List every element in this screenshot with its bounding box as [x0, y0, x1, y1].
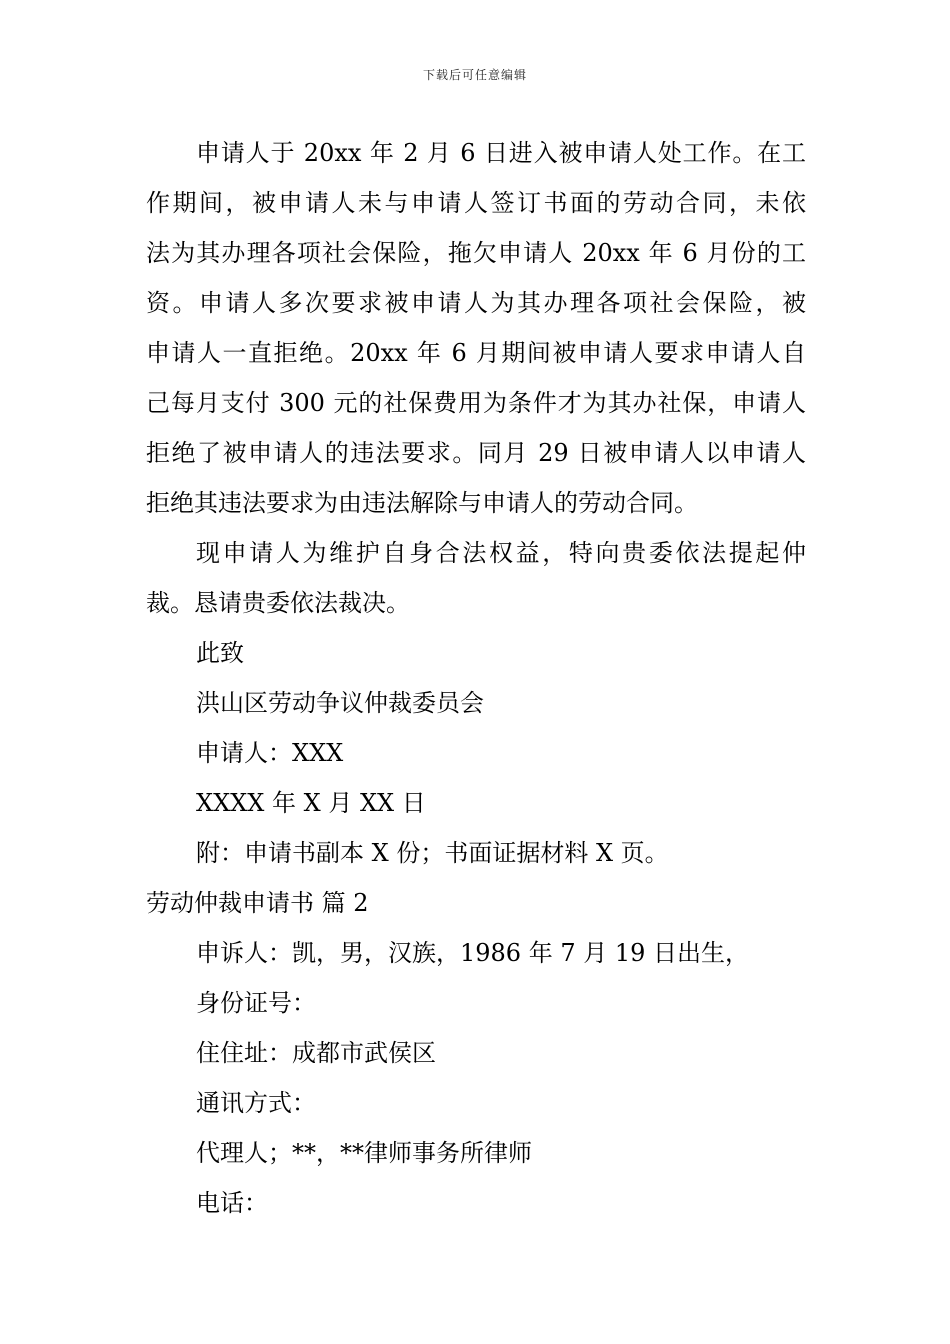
info-line: 住住址：成都市武侯区 [196, 1039, 436, 1067]
paragraph-line: 资。申请人多次要求被申请人为其办理各项社会保险，被 [146, 289, 806, 317]
date-line: XXXX 年 X 月 XX 日 [196, 789, 426, 817]
info-line: 申诉人：凯，男，汉族，1986 年 7 月 19 日出生， [196, 939, 750, 967]
info-line: 通讯方式： [196, 1089, 316, 1117]
paragraph-line: 法为其办理各项社会保险，拖欠申请人 20xx 年 6 月份的工 [146, 239, 806, 267]
paragraph-line: 申请人于 20xx 年 2 月 6 日进入被申请人处工作。在工 [196, 139, 806, 167]
paragraph-line: 现申请人为维护自身合法权益，特向贵委依法提起仲 [196, 539, 806, 567]
page-header-note: 下载后可任意编辑 [422, 68, 527, 82]
info-line: 代理人；**，**律师事务所律师 [196, 1139, 532, 1167]
paragraph-line: 己每月支付 300 元的社保费用为条件才为其办社保，申请人 [146, 389, 806, 417]
applicant-signature: 申请人：XXX [196, 739, 344, 767]
paragraph-line: 作期间，被申请人未与申请人签订书面的劳动合同，未依 [146, 189, 806, 217]
salutation: 此致 [196, 639, 244, 667]
section-title: 劳动仲裁申请书 篇 2 [146, 889, 369, 917]
info-line: 电话： [196, 1189, 268, 1217]
paragraph-line: 拒绝其违法要求为由违法解除与申请人的劳动合同。 [146, 489, 698, 517]
attachment-note: 附：申请书副本 X 份；书面证据材料 X 页。 [196, 839, 669, 867]
paragraph-line: 拒绝了被申请人的违法要求。同月 29 日被申请人以申请人 [146, 439, 806, 467]
document-body [146, 128, 806, 1228]
recipient: 洪山区劳动争议仲裁委员会 [196, 689, 484, 717]
paragraph-line: 申请人一直拒绝。20xx 年 6 月期间被申请人要求申请人自 [146, 339, 806, 367]
info-line: 身份证号： [196, 989, 316, 1017]
paragraph-line: 裁。恳请贵委依法裁决。 [146, 589, 410, 617]
